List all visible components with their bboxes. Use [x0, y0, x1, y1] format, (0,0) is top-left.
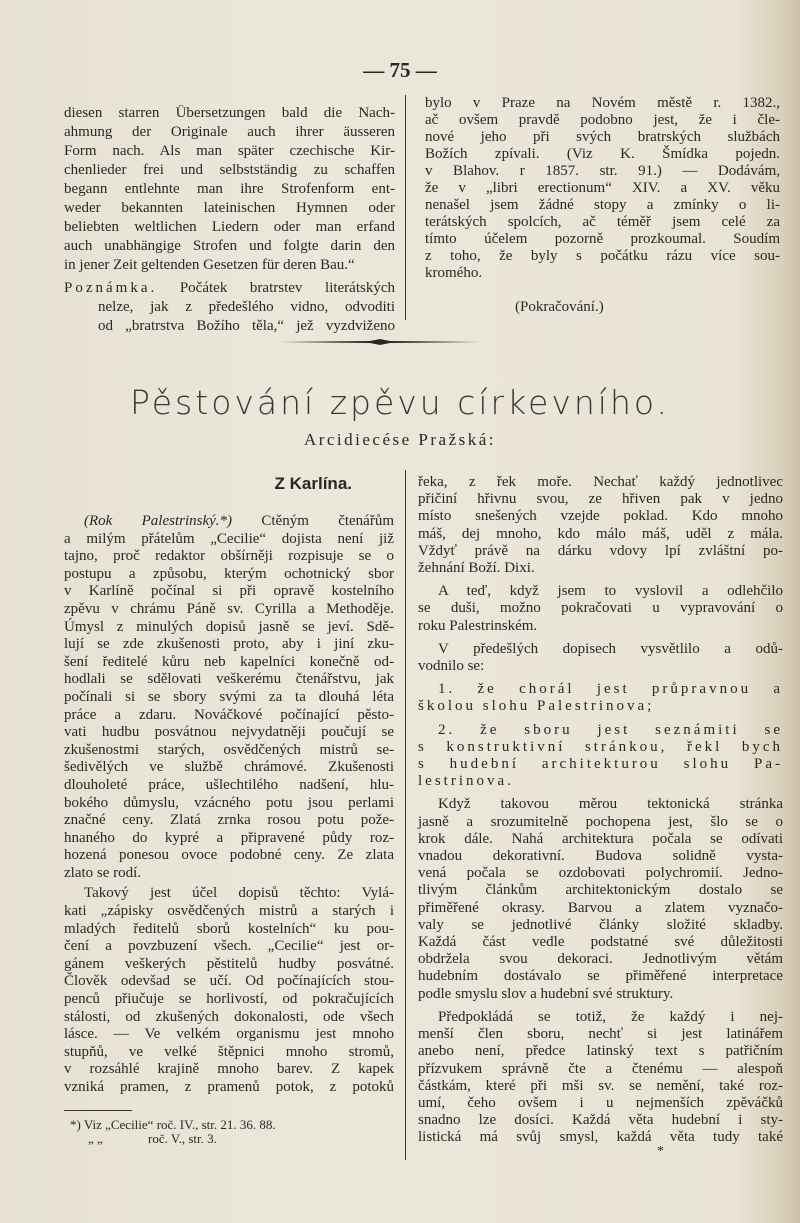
page-heading: Pěstování zpěvu církevního. [130, 383, 670, 422]
text-line: auch unabhängige Strofen und folgte darin den [64, 238, 395, 254]
text-line: bokého důmyslu, vzácného potu jsou perlami [64, 794, 394, 811]
text-line: v Blahov. r 1857. str. 91.) — Dodávám, [425, 163, 780, 179]
text-line: in jener Zeit geltenden Gesetzen für deren Bau.“ [64, 257, 355, 273]
italic-lead: (Rok Palestrinský.*) [84, 513, 233, 529]
text-line: 1. že chorál jest průpravnou a [438, 681, 783, 698]
text-line: čení a povzbuzení všech. „Cecilie“ jest or- [64, 938, 394, 955]
text-line: krok dále. Nahá architektura počala se odívati [418, 830, 783, 847]
text-line: gánem veškerých pěstitelů hudby posvátné. [64, 955, 394, 972]
top-right-column [425, 95, 780, 282]
text-line: menší člen sboru, nechť si jest latinářem [418, 1026, 783, 1043]
text-line: v Karlíně počínal si při opravě kostelního [64, 583, 394, 600]
text-line: podle smyslu slov a hudební své struktury. [418, 985, 674, 1002]
text-line: přízvukem správně čte a čtenému — alespoň [418, 1060, 783, 1077]
text-line: hozená ponesou ovoce podobné ceny. Ze zlata [64, 847, 394, 864]
section-title: Z Karlína. [274, 474, 352, 493]
text-line: diesen starren Übersetzungen bald die Nach- [64, 105, 395, 121]
text-line: Poznámka. Počátek bratrstev literátských [64, 280, 395, 296]
column-divider-top [405, 95, 406, 320]
heading-subtitle: Arcidiecése Pražská: [303, 430, 497, 449]
text-line: a milým přátelům „Cecilie“ dojista není již [64, 530, 394, 547]
paragraph [418, 722, 783, 791]
text-line: snadno lze dosíci. Každá věta hudební i sty- [418, 1112, 783, 1129]
text-line: částkám, které při mši sv. se nemění, také roz- [418, 1077, 783, 1094]
text-line: s hudební architekturou slohu Pa- [418, 756, 783, 773]
text-line: Předpokládá se totiž, že každý i nej- [438, 1008, 783, 1025]
footnotes [70, 1118, 276, 1146]
text-line: ač ovšem pravdě podobno jest, že i čle- [425, 112, 780, 128]
text-line: místo snešených vzejde poklad. Kdo mnoho [418, 508, 783, 525]
text-line: vená počala se ozdobovati polychromií. Jedno- [418, 865, 783, 882]
text-line: školou slohu Palestrinova; [418, 698, 655, 715]
text-line: beliebten weltlichen Liedern oder man erfand [64, 219, 395, 235]
paragraph [64, 885, 394, 1096]
top-left-column [64, 104, 395, 336]
paragraph [418, 474, 783, 577]
lower-right-column [418, 474, 783, 1147]
text-line: od „bratrstva Božího těla,“ jež vyzdviženo [98, 318, 395, 334]
text-line: hnaného do kypré a připravené půdy roz- [64, 829, 394, 846]
text-line: Když takovou měrou tektonická stránka [438, 796, 783, 813]
paragraph [418, 583, 783, 635]
text-line: bylo v Praze na Novém městě r. 1382., [425, 95, 780, 111]
text-line: máš, dej mnoho, kdo málo máš, uděl z mála. [418, 525, 783, 542]
text-line: jasně a srozumitelně pochopena jest, šlo se o [418, 813, 783, 830]
footnote-text: roč. V., str. 3. [148, 1131, 217, 1146]
text-line: hodlali se sdělovati veškerému čtenářstvu, jak [64, 671, 394, 688]
paragraph [64, 279, 395, 336]
text-line: vnadou dekorativní. Budova solidně vysta- [418, 848, 783, 865]
text-line: valy se jednotlivé články složité skladby. [418, 916, 783, 933]
text-line: se duši, možno pokračovati u vypravování o [418, 600, 783, 617]
text-line: vodnilo se: [418, 658, 485, 675]
paragraph [418, 681, 783, 715]
text-line: lestrinova. [418, 773, 514, 790]
lower-left-column [64, 513, 394, 1097]
text-line: stálosti, od zkušených dokonalosti, ode všech [64, 1008, 394, 1025]
text-line: hudebním dostávalo se přiměřené interpretace [418, 968, 783, 985]
text-line: stupňů, ve velké štěpnici mnoho stromů, [64, 1043, 394, 1060]
text-line: postupu a způsobu, kterým ochotnický sbor [64, 565, 394, 582]
text-line: anebo není, předce latinský text s patřičním [418, 1043, 783, 1060]
text-line: ahmung der Originale auch ihrer äusseren [64, 124, 395, 140]
text-line: přiměřené okrasy. Barvou a zlatem vyznačo- [418, 899, 783, 916]
paragraph [418, 1009, 783, 1147]
end-asterisk: * [657, 1144, 664, 1159]
paragraph [64, 104, 395, 275]
continuation-note: (Pokračování.) [515, 299, 604, 315]
text-line: weder bekannten lateinischen Hymnen oder [64, 200, 395, 216]
text-line: nové jeho při svých bratrských službách [425, 129, 780, 145]
paragraph [418, 796, 783, 1002]
ditto-marks: „ „ [88, 1131, 103, 1146]
text-line: penců přiučuje se horlivostí, od pokračujících [64, 991, 394, 1008]
text-line: listická má svůj smysl, každá věta tudy také [418, 1129, 783, 1146]
text-line: značné ceny. Zlatá zrnka rosou potu pože- [64, 812, 394, 829]
text-line: (Rok Palestrinský.*) Ctěným čtenářům [84, 513, 394, 529]
text-line: zkušenostmi starých, osvědčených mistrů se- [64, 741, 394, 758]
text-line: vzniká pramen, z pramenů potok, z potoků [64, 1079, 394, 1095]
page-number: — 75 — [363, 58, 437, 82]
text-line: 2. že sboru jest seznámiti se [438, 721, 783, 738]
text-line: počínali si se sbory svými za ta dlouhá léta [64, 688, 394, 705]
text-line: lásce. — Ve velkém organismu jest mnoho [64, 1026, 394, 1043]
text-line: mladých ředitelů sborů kostelních“ ku pou- [64, 920, 394, 937]
note-label: Poznámka. [64, 280, 158, 296]
footnote: *) Viz „Cecilie“ roč. IV., str. 21. 36. 88. [70, 1117, 276, 1132]
text-line: Člověk odevšad se učí. Od počínajících stou- [64, 973, 394, 990]
text-line: tlivým článkům architektonickým dostalo se [418, 882, 783, 899]
footnote-rule [64, 1110, 132, 1111]
text-line: přičiní hřivnu svou, ze hřiven pak v jedno [418, 491, 783, 508]
text-line: nelze, jak z předešlého vidno, odvoditi [98, 299, 395, 315]
paragraph [425, 95, 780, 282]
text-line: řeka, z řek moře. Nechať každý jednotlivec [418, 474, 783, 490]
text-line: Úmysl z minulých dopisů jasně se jeví. Sdě- [64, 618, 394, 635]
text-line: kati „zápisky osvědčených mistrů a starých i [64, 903, 394, 920]
text-line: šení ředitelé kůru neb kapelníci konečně od- [64, 653, 394, 670]
text-line: žehnání Boží. Dixi. [418, 560, 535, 577]
text-line: lují se zde zkušenosti proto, aby i jiní zku- [64, 636, 394, 653]
text-line: Vždyť právě na dárku vdovy lpí zvláštní po- [418, 542, 783, 559]
text-line: práce a zdaru. Nováčkové počínající pěsto- [64, 706, 394, 723]
text-line: v rozsáhlé krajině mnoho barev. Z kapek [64, 1061, 394, 1078]
text-line: umí, čeho ovšem i u nejmenších zpěváčků [418, 1094, 783, 1111]
text-line: tímto účelem pozorně prozkoumal. Soudím [425, 231, 780, 247]
column-divider-bottom [405, 470, 406, 1160]
text-line: terátských spolcích, ač téměř jsem celé za [425, 214, 780, 230]
text-line: V předešlých dopisech vysvětlilo a odů- [438, 640, 783, 657]
text-line: nenašel jsem žádné stopy a zmínky o li- [425, 197, 780, 213]
text-line: že v „libri erectionum“ XIV. a XV. věku [425, 180, 780, 196]
text-line: chenlieder frei und selbstständig zu schaffen [64, 162, 395, 178]
text-line: Takový jest účel dopisů těchto: Vylá- [84, 885, 394, 902]
text-line: Každá část vedle podstatné své důležitosti [418, 934, 783, 951]
text-line: šedivělých ve službě chrámové. Zkušenosti [64, 759, 394, 776]
text-line: s konstruktivní stránkou, řekl bych [418, 738, 783, 755]
paragraph [418, 641, 783, 675]
text-line: begann entlehnte man ihre Strofenform ent- [64, 181, 395, 197]
text-line: Form nach. Als man später czechische Kir- [64, 143, 395, 159]
text-line: Božích zpívali. (Viz K. Šmídka pojedn. [425, 146, 780, 162]
text-line: vati hudbu posvátnou nejvydatněji poučují se [64, 724, 394, 741]
footnote [70, 1132, 276, 1146]
text-line: obdržela svou dekoraci. Jednotlivým větám [418, 951, 783, 968]
paragraph [64, 513, 394, 882]
text-line: tajno, proč redaktor obšírněji rozpisuje se o [64, 548, 394, 565]
text-line: A teď, když jsem to vyslovil a odlehčilo [438, 583, 783, 600]
text-line: z toho, že byly s počátku rázu více sou- [425, 248, 780, 264]
text-line: zpěvu v chrámu Páně sv. Cyrilla a Methoděje. [64, 600, 394, 617]
text-line: dlouholeté práce, ušlechtilého nadšení, hlu- [64, 776, 394, 793]
text-line: roku Palestrinském. [418, 617, 538, 634]
text-line: zlato se rodí. [64, 864, 142, 881]
ornament-divider [280, 337, 480, 347]
text-line: kromého. [425, 265, 483, 281]
